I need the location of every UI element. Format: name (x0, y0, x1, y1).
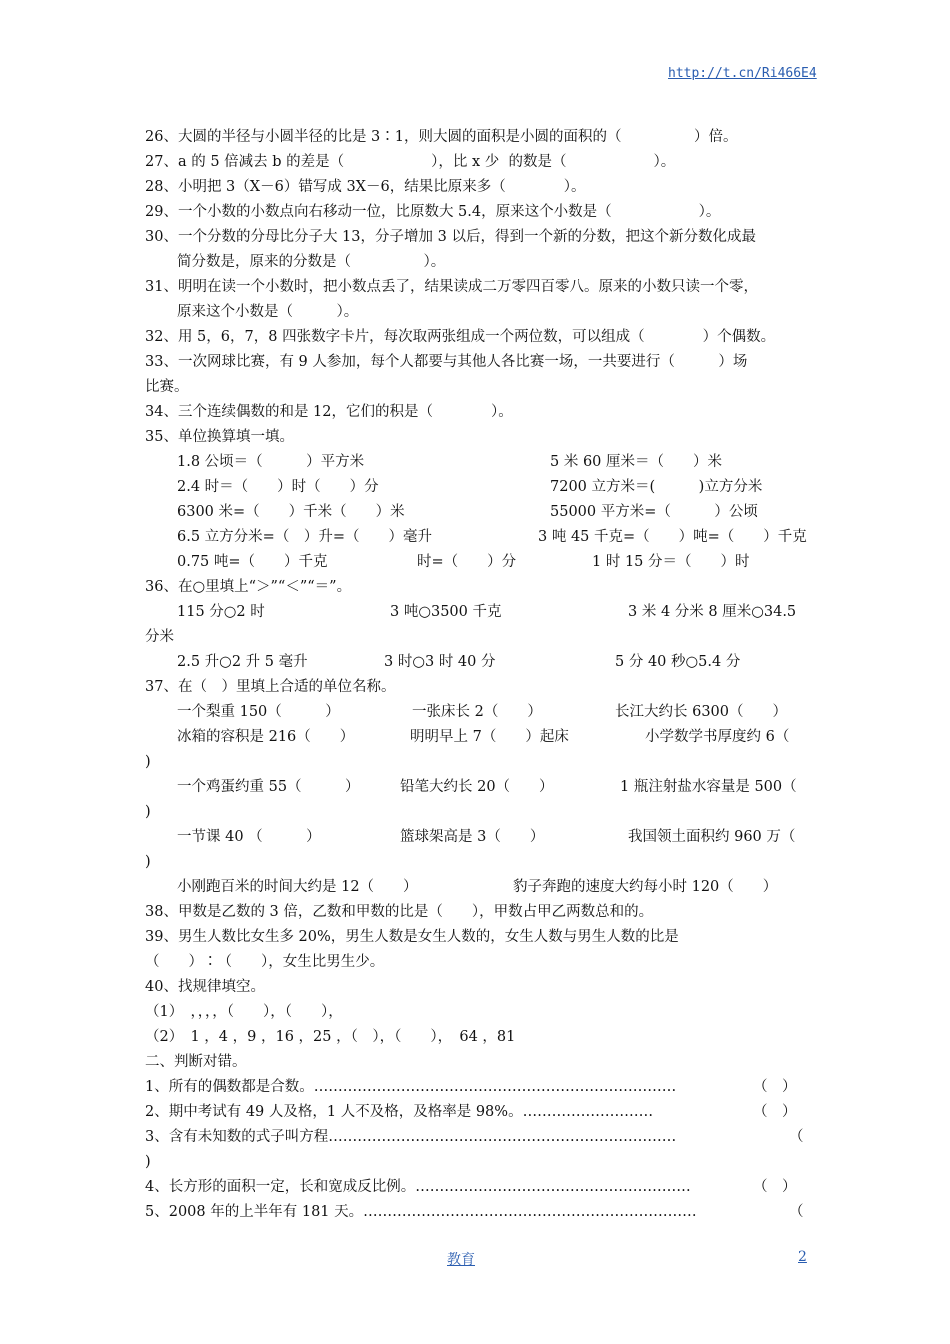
unit-item-cont: ) (145, 804, 151, 820)
conversion-item: 1 时 15 分＝（ ）时 (592, 554, 750, 570)
conversion-item: 时=（ ）分 (417, 554, 517, 570)
unit-item: 一个梨重 150（ ） (177, 704, 340, 720)
conversion-item: 55000 平方米=（ ）公顷 (550, 504, 758, 520)
compare-item: 3 吨○3500 千克 (390, 604, 502, 620)
unit-item: 1 瓶注射盐水容量是 500（ (620, 779, 797, 795)
section-true-false: 二、判断对错。 (145, 1054, 247, 1070)
conversion-item: 6.5 立方分米=（ ）升=（ ）毫升 (177, 529, 432, 545)
conversion-item: 0.75 吨=（ ）千克 (177, 554, 328, 570)
unit-item: 小刚跑百米的时间大约是 12（ ） (177, 879, 418, 895)
question-33-cont: 比赛。 (145, 379, 189, 395)
question-30: 30、一个分数的分母比分子大 13，分子增加 3 以后，得到一个新的分数，把这个新分数化成最 (145, 229, 756, 245)
unit-item-cont: ) (145, 754, 151, 770)
footer-link[interactable]: 教育 (447, 1252, 475, 1268)
question-30-cont: 简分数是，原来的分数是（ ）。 (177, 254, 446, 270)
conversion-item: 2.4 时＝（ ）时（ ）分 (177, 479, 379, 495)
judge-answer-5: （ (789, 1204, 804, 1220)
question-26: 26、大圆的半径与小圆半径的比是 3∶1，则大圆的面积是小圆的面积的（ ）倍。 (145, 129, 738, 145)
pattern-row-1: （1） ，，，，（ ），（ ）， (145, 1004, 343, 1020)
pattern-row-2: （2） 1 ，4 ，9 ，16 ，25 ，（ ），（ ）， 64 ，81 (145, 1029, 516, 1045)
unit-item: 一个鸡蛋约重 55（ ） (177, 779, 360, 795)
judge-answer-2: （ ） (753, 1104, 797, 1120)
judge-answer-3-cont: ) (145, 1154, 151, 1170)
judge-answer-1: （ ） (753, 1079, 797, 1095)
judge-answer-4: （ ） (753, 1179, 797, 1195)
compare-item-cont: 分米 (145, 629, 174, 645)
question-29: 29、一个小数的小数点向右移动一位，比原数大 5.4，原来这个小数是（ ）。 (145, 204, 721, 220)
unit-item: 小学数学书厚度约 6（ (645, 729, 790, 745)
conversion-item: 6300 米=（ ）千米（ ）米 (177, 504, 405, 520)
question-35: 35、单位换算填一填。 (145, 429, 294, 445)
question-34: 34、三个连续偶数的和是 12，它们的积是（ ）。 (145, 404, 513, 420)
conversion-item: 5 米 60 厘米＝（ ）米 (550, 454, 723, 470)
unit-item: 篮球架高是 3（ ） (400, 829, 545, 845)
unit-item: 一张床长 2（ ） (412, 704, 542, 720)
unit-item: 我国领土面积约 960 万（ (628, 829, 796, 845)
question-38: 38、甲数是乙数的 3 倍，乙数和甲数的比是（ ），甲数占甲乙两数总和的。 (145, 904, 654, 920)
unit-item: 冰箱的容积是 216（ ） (177, 729, 355, 745)
unit-item: 明明早上 7（ ）起床 (410, 729, 569, 745)
conversion-item: 1.8 公顷＝（ ）平方米 (177, 454, 365, 470)
compare-item: 115 分○2 时 (177, 604, 265, 620)
unit-item: 豹子奔跑的速度大约每小时 120（ ） (513, 879, 778, 895)
judge-item-4: 4、长方形的面积一定，长和宽成反比例。………………………………………………… (145, 1179, 691, 1195)
question-27: 27、a 的 5 倍减去 b 的差是（ ），比 x 少 的数是（ ）。 (145, 154, 676, 170)
question-39: 39、男生人数比女生多 20%，男生人数是女生人数的，女生人数与男生人数的比是 (145, 929, 679, 945)
conversion-item: 7200 立方米＝( )立方分米 (550, 479, 763, 495)
compare-item: 2.5 升○2 升 5 毫升 (177, 654, 308, 670)
header-link[interactable]: http://t.cn/Ri466E4 (668, 66, 817, 81)
unit-item: 长江大约长 6300（ ） (615, 704, 788, 720)
question-37: 37、在（ ）里填上合适的单位名称。 (145, 679, 396, 695)
compare-item: 3 时○3 时 40 分 (384, 654, 496, 670)
question-28: 28、小明把 3（X－6）错写成 3X－6，结果比原来多（ ）。 (145, 179, 586, 195)
question-33: 33、一次网球比赛，有 9 人参加，每个人都要与其他人各比赛一场，一共要进行（ ）场 (145, 354, 748, 370)
conversion-item: 3 吨 45 千克=（ ）吨=（ ）千克 (538, 529, 807, 545)
question-39-cont: （ ）∶（ ），女生比男生少。 (145, 954, 385, 970)
compare-item: 5 分 40 秒○5.4 分 (615, 654, 741, 670)
unit-item-cont: ) (145, 854, 151, 870)
compare-item: 3 米 4 分米 8 厘米○34.5 (628, 604, 797, 620)
question-40: 40、找规律填空。 (145, 979, 265, 995)
judge-item-3: 3、含有未知数的式子叫方程……………………………………………………………… (145, 1129, 677, 1145)
question-36: 36、在○里填上“＞”“＜”“＝”。 (145, 579, 352, 595)
question-31: 31、明明在读一个小数时，把小数点丢了，结果读成二万零四百零八。原来的小数只读一个零， (145, 279, 758, 295)
unit-item: 一节课 40 （ ） (177, 829, 321, 845)
page-number: 2 (798, 1249, 807, 1265)
judge-item-2: 2、期中考试有 49 人及格，1 人不及格，及格率是 98%。……………………… (145, 1104, 654, 1120)
judge-answer-3: （ (789, 1129, 804, 1145)
unit-item: 铅笔大约长 20（ ） (400, 779, 554, 795)
judge-item-1: 1、所有的偶数都是合数。………………………………………………………………… (145, 1079, 677, 1095)
question-32: 32、用 5，6，7，8 四张数字卡片，每次取两张组成一个两位数，可以组成（ ）个偶数。 (145, 329, 776, 345)
question-31-cont: 原来这个小数是（ ）。 (177, 304, 359, 320)
judge-item-5: 5、2008 年的上半年有 181 天。…………………………………………………………… (145, 1204, 697, 1220)
